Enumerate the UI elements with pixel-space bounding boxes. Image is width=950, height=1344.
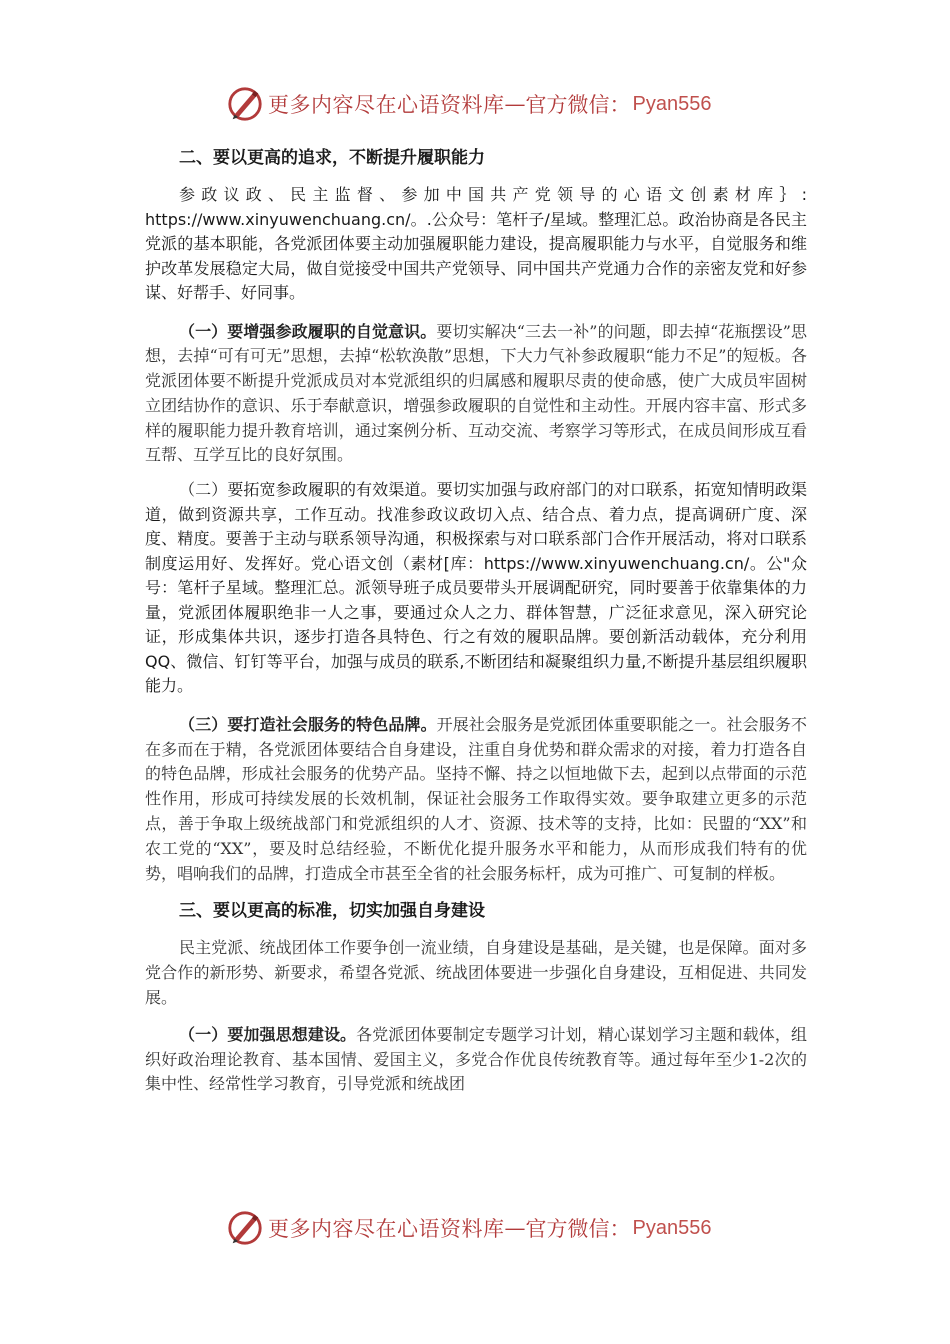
banner-text: 更多内容尽在心语资料库 xyxy=(268,1217,505,1241)
section3-intro: 民主党派、统战团体工作要争创一流业绩，自身建设是基础，是关键，也是保障。面对多党合作的新形势、新要求，希望各党派、统战团体要进一步强化自身建设，互相促进、共同发展。 xyxy=(145,938,807,1007)
section2-item2-text-a: （二）要拓宽参政履职的有效渠道。要切实加强与政府部门的对口联系，拓宽知情明政渠道，做到资源共享，工作互动。找准参政议政切入点、结合点、着力点，提高调研广度、深度、精度。要善于主动与联系领导沟通，积极探索与对口联系部门合作开展活动， xyxy=(145,480,807,549)
section3-item1-title: （一）要加强思想建设。 xyxy=(179,1024,357,1044)
section3-item1-body: 各党派团体要制定专题学习计划，精心谋划学习主题和载体，组织好政治理论教育、基本国情、爱国主义，多党合作优良传统教育等。通过每年至少1-2次的集中性、经常性学习教育，引导党派和统战团 xyxy=(145,1024,807,1094)
document-body xyxy=(145,145,807,1097)
banner-text: 更多内容尽在心语资料库 xyxy=(268,93,505,117)
section2-item2 xyxy=(145,478,807,699)
section3-item1 xyxy=(145,1023,807,1097)
footer-banner xyxy=(226,1208,711,1248)
banner-wechat-id: Pyan556 xyxy=(632,1216,712,1239)
section2-intro: 参政议政、民主监督、参加中国共产党领导的心语文创素材库｝: https://www.xinyuwenchuang.cn/。.公众号：笔杆子/星域。整理汇总。政治协商是各民主党派的基本职能，各党派团体要主动加强履职能力建设，提高履职能力与水平，自觉服务和维护改革发展稳定大局，做自觉接受中国共产党领导、同中国共产党通力合作的亲密友党和好参谋、好帮手、好同事。 xyxy=(145,185,807,302)
section-heading-2: 二、要以更高的追求，不断提升履职能力 xyxy=(179,148,485,168)
banner-wechat-id: Pyan556 xyxy=(632,92,712,115)
header-banner xyxy=(226,84,711,124)
section2-item1-title: （一）要增强参政履职的自觉意识。 xyxy=(179,321,437,341)
section2-item2-text-b: 将对口联系制度运用好、发挥好。党心语文创（素材[库：https://www.xinyuwenchuang.cn/。公"众号：笔杆子星域。整理汇总。派领导班子成员要带头开展调配研究，同时要善于依靠集体的力量，党派团体履职绝非一人之事，要通过众人之力、群体智慧，广泛征求意见，深入研究论证，形成集体共识，逐步打造各具特色、行之有效的履职品牌。要创新活动载体，充分利用QQ、微信、钉钉等平台，加强与成员的联系,不断团结和凝聚组织力量,不断提升基层组织履职能力。 xyxy=(145,529,807,696)
banner-wechat-label: 官方微信： xyxy=(525,93,631,117)
section2-item3-body: 开展社会服务是党派团体重要职能之一。社会服务不在多而在于精，各党派团体要结合自身建设，注重自身优势和群众需求的对接，着力打造各自的特色品牌，形成社会服务的优势产品。坚持不懈、持之以恒地做下去，起到以点带面的示范性作用，形成可持续发展的长效机制，保证社会服务工作取得实效。要争取建立更多的示范点，善于争取上级统战部门和党派组织的人才、资源、技术等的支持，比如：民盟的“XX”和农工党的“XX”，要及时总结经验，不断优化提升服务水平和能力，从而形成我们特有的优势，唱响我们的品牌，打造成全市甚至全省的社会服务标杆，成为可推广、可复制的样板。 xyxy=(145,714,807,883)
section2-item1-body: 要切实解决“三去一补”的问题，即去掉“花瓶摆设”思想，去掉“可有可无”思想，去掉“松软涣散”思想，下大力气补参政履职“能力不足”的短板。各党派团体要不断提升党派成员对本党派组织的归属感和履职尽责的使命感，使广大成员牢固树立团结协作的意识、乐于奉献意识，增强参政履职的自觉性和主动性。开展内容丰富、形式多样的履职能力提升教育培训，通过案例分析、互动交流、考察学习等形式，在成员间形成互看互帮、互学互比的良好氛围。 xyxy=(145,321,807,465)
pen-logo-icon xyxy=(226,85,264,123)
pen-logo-icon xyxy=(226,1209,264,1247)
banner-wechat-label: 官方微信： xyxy=(525,1217,631,1241)
section2-item3 xyxy=(145,713,807,887)
banner-dash: — xyxy=(504,92,526,116)
banner-dash: — xyxy=(504,1216,526,1240)
section2-item1 xyxy=(145,320,807,469)
section-heading-3: 三、要以更高的标准，切实加强自身建设 xyxy=(179,901,485,922)
section2-item3-title: （三）要打造社会服务的特色品牌。 xyxy=(179,714,437,734)
